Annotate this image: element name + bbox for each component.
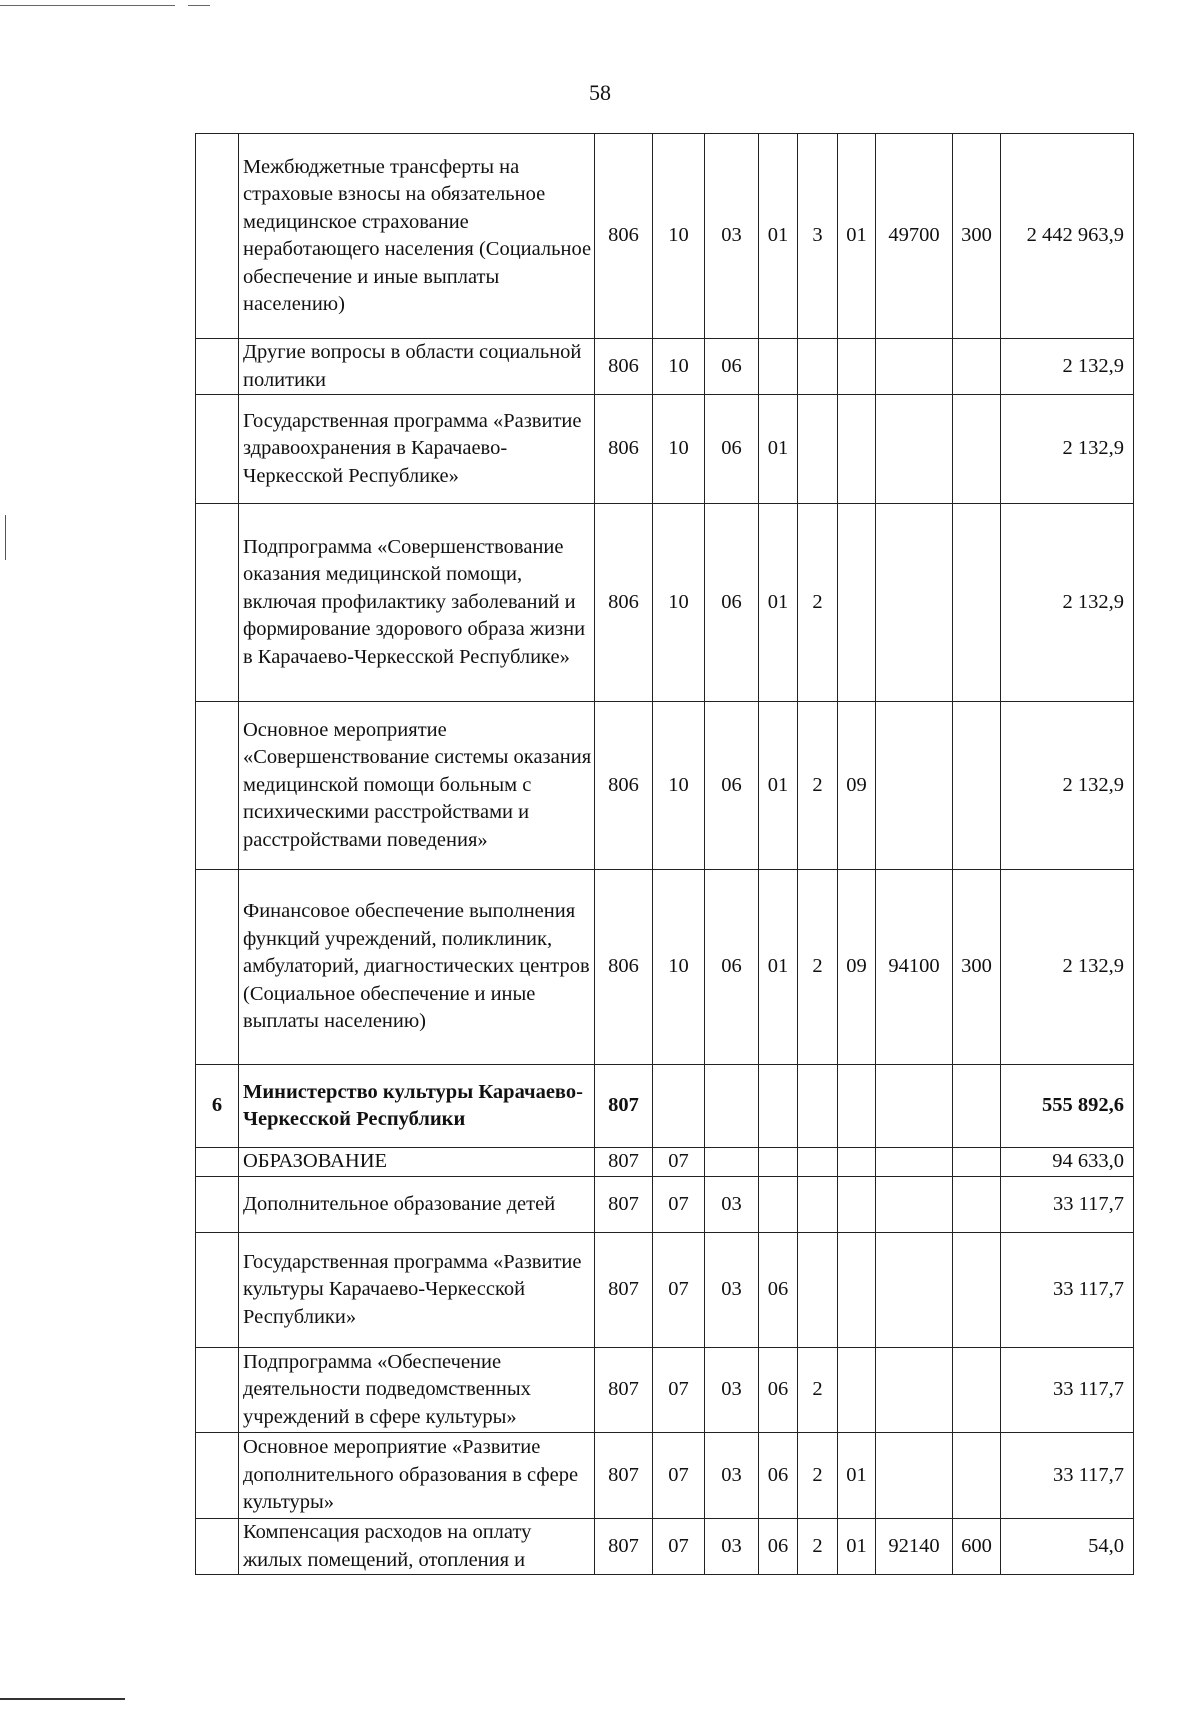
- amount: 2 132,9: [1001, 395, 1134, 504]
- expense-type-code: [953, 702, 1001, 870]
- subprogram-code: [798, 395, 838, 504]
- ministry-code: 807: [595, 1519, 653, 1575]
- program-code: [759, 1177, 798, 1233]
- direction-code: 49700: [876, 134, 953, 339]
- direction-code: [876, 1233, 953, 1348]
- expense-type-code: [953, 1148, 1001, 1177]
- expense-type-code: [953, 1065, 1001, 1148]
- subsection-code: 03: [705, 134, 759, 339]
- section-code: 10: [653, 504, 705, 702]
- table-row: [196, 702, 1134, 870]
- activity-code: [838, 1065, 876, 1148]
- subsection-code: 06: [705, 870, 759, 1065]
- expense-name: Финансовое обеспечение выполнения функций учреждений, поликлиник, амбулаторий, диагностических центров (Социальное обеспечение и иные выплаты населению): [239, 870, 595, 1065]
- program-code: 06: [759, 1519, 798, 1575]
- subsection-code: 06: [705, 339, 759, 395]
- expense-type-code: [953, 1348, 1001, 1433]
- table-row: [196, 1519, 1134, 1575]
- scan-artifact-mark: [5, 515, 6, 560]
- direction-code: [876, 1065, 953, 1148]
- ministry-code: 807: [595, 1065, 653, 1148]
- amount: 33 117,7: [1001, 1177, 1134, 1233]
- expense-type-code: [953, 339, 1001, 395]
- subprogram-code: [798, 1148, 838, 1177]
- ministry-code: 806: [595, 702, 653, 870]
- program-code: 06: [759, 1233, 798, 1348]
- subsection-code: 03: [705, 1519, 759, 1575]
- expense-type-code: [953, 395, 1001, 504]
- section-code: 07: [653, 1433, 705, 1519]
- direction-code: [876, 339, 953, 395]
- program-code: 01: [759, 870, 798, 1065]
- row-number: [196, 1148, 239, 1177]
- ministry-code: 806: [595, 134, 653, 339]
- activity-code: 01: [838, 134, 876, 339]
- direction-code: 94100: [876, 870, 953, 1065]
- ministry-code: 806: [595, 504, 653, 702]
- footer-rule: [0, 1698, 125, 1700]
- section-code: 07: [653, 1177, 705, 1233]
- row-number: [196, 339, 239, 395]
- expense-type-code: [953, 1433, 1001, 1519]
- row-number: [196, 134, 239, 339]
- subsection-code: 03: [705, 1433, 759, 1519]
- ministry-code: 806: [595, 395, 653, 504]
- expense-name: Подпрограмма «Обеспечение деятельности подведомственных учреждений в сфере культуры»: [239, 1348, 595, 1433]
- subsection-code: 03: [705, 1348, 759, 1433]
- activity-code: 09: [838, 870, 876, 1065]
- subsection-code: 06: [705, 504, 759, 702]
- table-row: [196, 1148, 1134, 1177]
- program-code: 01: [759, 702, 798, 870]
- subprogram-code: 2: [798, 1348, 838, 1433]
- activity-code: [838, 1233, 876, 1348]
- activity-code: 01: [838, 1519, 876, 1575]
- ministry-code: 806: [595, 339, 653, 395]
- activity-code: [838, 1348, 876, 1433]
- ministry-code: 807: [595, 1233, 653, 1348]
- activity-code: 09: [838, 702, 876, 870]
- section-code: 10: [653, 339, 705, 395]
- expense-type-code: 600: [953, 1519, 1001, 1575]
- direction-code: [876, 1348, 953, 1433]
- amount: 54,0: [1001, 1519, 1134, 1575]
- subprogram-code: 2: [798, 1433, 838, 1519]
- amount: 2 132,9: [1001, 339, 1134, 395]
- expense-name: Дополнительное образование детей: [239, 1177, 595, 1233]
- ministry-code: 807: [595, 1177, 653, 1233]
- table-row: [196, 1433, 1134, 1519]
- amount: 2 132,9: [1001, 702, 1134, 870]
- subsection-code: [705, 1148, 759, 1177]
- amount: 33 117,7: [1001, 1233, 1134, 1348]
- expense-name: Компенсация расходов на оплату жилых помещений, отопления и: [239, 1519, 595, 1575]
- section-code: 10: [653, 870, 705, 1065]
- subprogram-code: 2: [798, 870, 838, 1065]
- row-number: [196, 504, 239, 702]
- program-code: 01: [759, 504, 798, 702]
- table-row: [196, 1233, 1134, 1348]
- expense-type-code: [953, 504, 1001, 702]
- subprogram-code: [798, 1233, 838, 1348]
- section-code: 07: [653, 1148, 705, 1177]
- expense-type-code: [953, 1177, 1001, 1233]
- expense-type-code: 300: [953, 134, 1001, 339]
- activity-code: [838, 1148, 876, 1177]
- amount: 2 442 963,9: [1001, 134, 1134, 339]
- subprogram-code: 3: [798, 134, 838, 339]
- expense-name: Другие вопросы в области социальной политики: [239, 339, 595, 395]
- subsection-code: 06: [705, 395, 759, 504]
- direction-code: [876, 395, 953, 504]
- subprogram-code: [798, 339, 838, 395]
- subprogram-code: 2: [798, 504, 838, 702]
- row-number: [196, 870, 239, 1065]
- table-row: [196, 504, 1134, 702]
- ministry-code: 806: [595, 870, 653, 1065]
- expense-name: Основное мероприятие «Совершенствование системы оказания медицинской помощи больным с психическими расстройствами и расстройствами поведения»: [239, 702, 595, 870]
- subsection-code: [705, 1065, 759, 1148]
- direction-code: [876, 1148, 953, 1177]
- expense-name: Государственная программа «Развитие культуры Карачаево-Черкесской Республики»: [239, 1233, 595, 1348]
- section-code: 07: [653, 1348, 705, 1433]
- direction-code: [876, 504, 953, 702]
- scan-artifact-line: [188, 5, 210, 6]
- subprogram-code: [798, 1177, 838, 1233]
- table-row: [196, 870, 1134, 1065]
- expense-name: ОБРАЗОВАНИЕ: [239, 1148, 595, 1177]
- ministry-code: 807: [595, 1433, 653, 1519]
- expense-type-code: 300: [953, 870, 1001, 1065]
- subsection-code: 06: [705, 702, 759, 870]
- expense-name: Межбюджетные трансферты на страховые взносы на обязательное медицинское страхование неработающего населения (Социальное обеспечение и иные выплаты населению): [239, 134, 595, 339]
- activity-code: [838, 504, 876, 702]
- table-row: [196, 1177, 1134, 1233]
- subsection-code: 03: [705, 1177, 759, 1233]
- section-code: [653, 1065, 705, 1148]
- section-code: 10: [653, 702, 705, 870]
- table-row: [196, 395, 1134, 504]
- expense-name: Подпрограмма «Совершенствование оказания медицинской помощи, включая профилактику заболеваний и формирование здорового образа жизни в Карачаево-Черкесской Республике»: [239, 504, 595, 702]
- section-code: 07: [653, 1519, 705, 1575]
- subsection-code: 03: [705, 1233, 759, 1348]
- program-code: [759, 1065, 798, 1148]
- activity-code: [838, 395, 876, 504]
- direction-code: 92140: [876, 1519, 953, 1575]
- amount: 2 132,9: [1001, 870, 1134, 1065]
- expense-name: Министерство культуры Карачаево-Черкесской Республики: [239, 1065, 595, 1148]
- activity-code: [838, 1177, 876, 1233]
- section-code: 07: [653, 1233, 705, 1348]
- program-code: 06: [759, 1348, 798, 1433]
- subprogram-code: [798, 1065, 838, 1148]
- amount: 33 117,7: [1001, 1348, 1134, 1433]
- scan-artifact-line: [0, 5, 175, 6]
- row-number: [196, 702, 239, 870]
- program-code: 01: [759, 395, 798, 504]
- expense-type-code: [953, 1233, 1001, 1348]
- row-number: [196, 395, 239, 504]
- ministry-code: 807: [595, 1348, 653, 1433]
- budget-table: [195, 133, 1134, 1575]
- row-number: [196, 1233, 239, 1348]
- amount: 2 132,9: [1001, 504, 1134, 702]
- row-number: [196, 1177, 239, 1233]
- table-row: [196, 339, 1134, 395]
- program-code: [759, 1148, 798, 1177]
- amount: 555 892,6: [1001, 1065, 1134, 1148]
- table-row: [196, 1348, 1134, 1433]
- subprogram-code: 2: [798, 1519, 838, 1575]
- program-code: 06: [759, 1433, 798, 1519]
- row-number: [196, 1433, 239, 1519]
- row-number: 6: [196, 1065, 239, 1148]
- table-row: [196, 134, 1134, 339]
- activity-code: [838, 339, 876, 395]
- activity-code: 01: [838, 1433, 876, 1519]
- program-code: 01: [759, 134, 798, 339]
- section-code: 10: [653, 395, 705, 504]
- page-number: 58: [589, 80, 611, 105]
- amount: 94 633,0: [1001, 1148, 1134, 1177]
- direction-code: [876, 702, 953, 870]
- ministry-code: 807: [595, 1148, 653, 1177]
- expense-name: Государственная программа «Развитие здравоохранения в Карачаево-Черкесской Республике»: [239, 395, 595, 504]
- section-code: 10: [653, 134, 705, 339]
- row-number: [196, 1348, 239, 1433]
- direction-code: [876, 1433, 953, 1519]
- program-code: [759, 339, 798, 395]
- amount: 33 117,7: [1001, 1433, 1134, 1519]
- row-number: [196, 1519, 239, 1575]
- table-row-ministry: [196, 1065, 1134, 1148]
- expense-name: Основное мероприятие «Развитие дополнительного образования в сфере культуры»: [239, 1433, 595, 1519]
- subprogram-code: 2: [798, 702, 838, 870]
- direction-code: [876, 1177, 953, 1233]
